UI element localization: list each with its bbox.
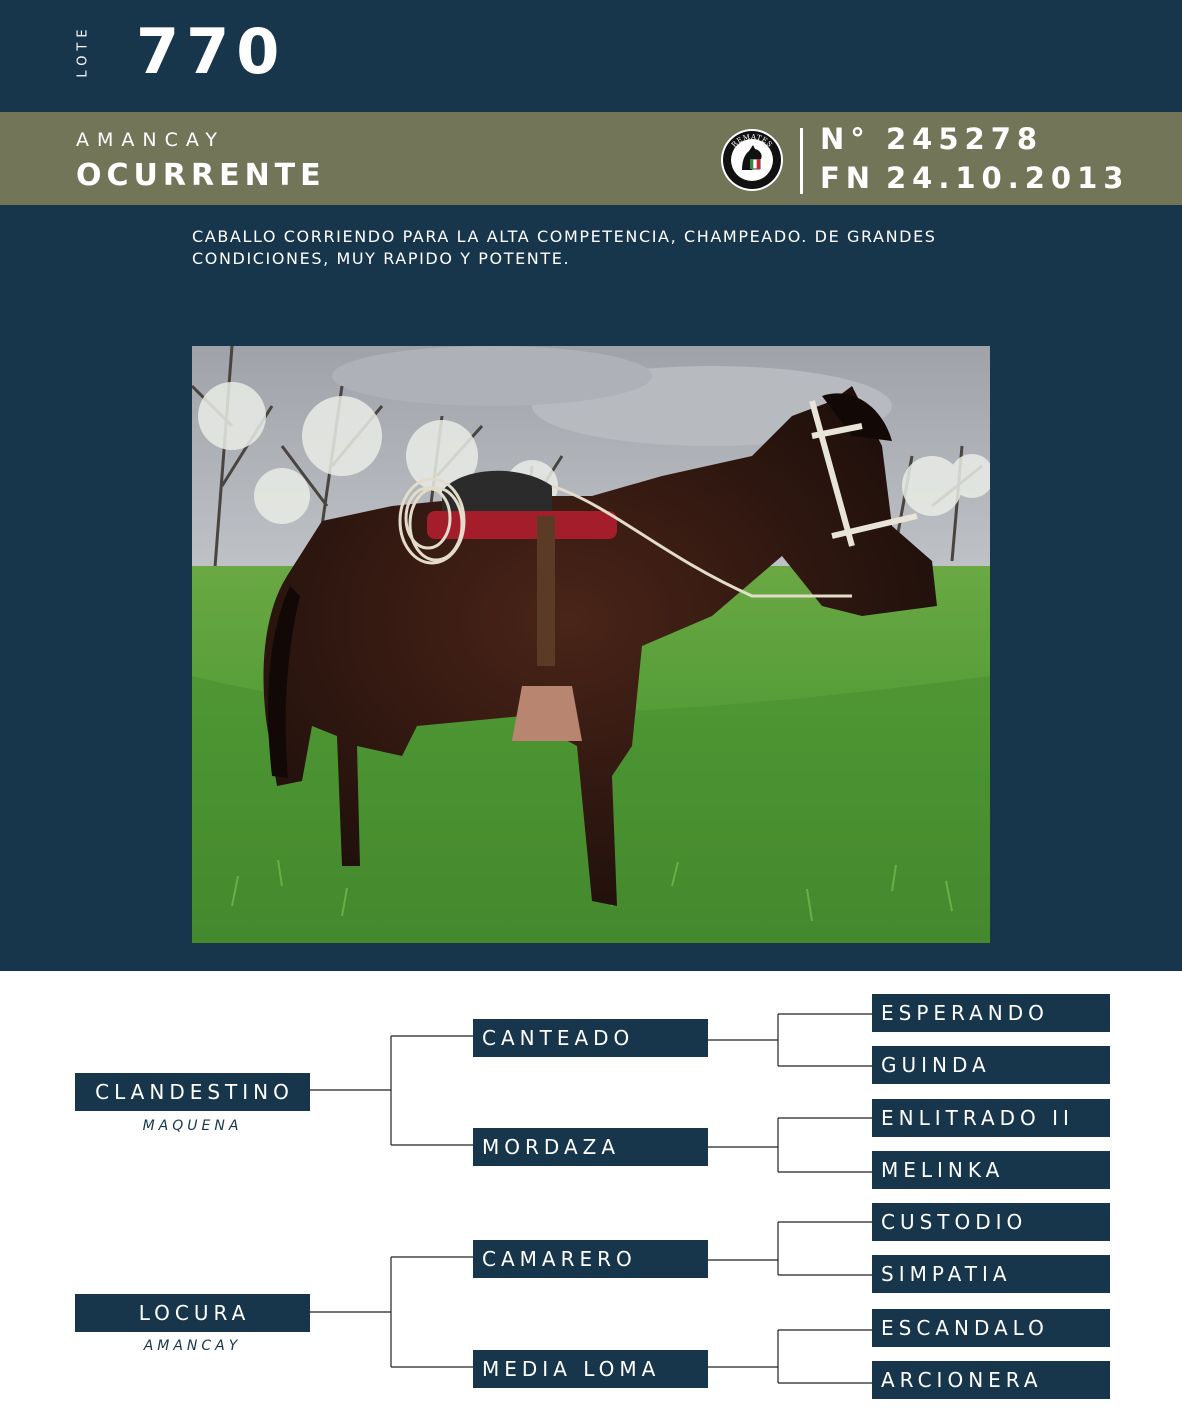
great-grandparent-box: ESPERANDO bbox=[872, 994, 1110, 1032]
dam-box: LOCURA bbox=[75, 1294, 310, 1332]
horse-photo bbox=[192, 346, 990, 943]
great-grandparent-box: ENLITRADO II bbox=[872, 1099, 1110, 1137]
registry-number: 245278 bbox=[886, 122, 1044, 156]
breeder-name: AMANCAY bbox=[76, 129, 225, 151]
lot-label: LOTE bbox=[75, 24, 91, 78]
dam-breeder: AMANCAY bbox=[143, 1338, 242, 1354]
great-grandparent-box: CUSTODIO bbox=[872, 1203, 1110, 1241]
remates-logo bbox=[720, 128, 784, 192]
great-grandparent-box: ESCANDALO bbox=[872, 1309, 1110, 1347]
sire-dam-box: MORDAZA bbox=[473, 1128, 708, 1166]
lot-number: 770 bbox=[136, 15, 287, 88]
birth-label: FN bbox=[820, 161, 877, 195]
great-grandparent-box: ARCIONERA bbox=[872, 1361, 1110, 1399]
registry-number-row bbox=[820, 121, 1043, 157]
header-divider bbox=[800, 128, 803, 194]
sire-breeder: MAQUENA bbox=[142, 1118, 243, 1134]
dam-dam-box: MEDIA LOMA bbox=[473, 1350, 708, 1388]
birth-date: 24.10.2013 bbox=[886, 161, 1130, 195]
sire-sire-box: CANTEADO bbox=[473, 1019, 708, 1057]
great-grandparent-box: GUINDA bbox=[872, 1046, 1110, 1084]
horse-description: CABALLO CORRIENDO PARA LA ALTA COMPETENCIA, CHAMPEADO. DE GRANDES CONDICIONES, MUY RAPIDO Y POTENTE. bbox=[192, 227, 937, 268]
horse-name: OCURRENTE bbox=[76, 158, 326, 193]
dam-sire-box: CAMARERO bbox=[473, 1240, 708, 1278]
svg-text:ZAÑARTU Y CIA.: ZAÑARTU Y CIA. bbox=[733, 169, 771, 183]
svg-text:REMATES: REMATES bbox=[730, 132, 774, 150]
registry-label: N° bbox=[820, 122, 871, 156]
birth-date-row bbox=[820, 160, 1129, 196]
great-grandparent-box: MELINKA bbox=[872, 1151, 1110, 1189]
sire-box: CLANDESTINO bbox=[75, 1073, 310, 1111]
great-grandparent-box: SIMPATIA bbox=[872, 1255, 1110, 1293]
